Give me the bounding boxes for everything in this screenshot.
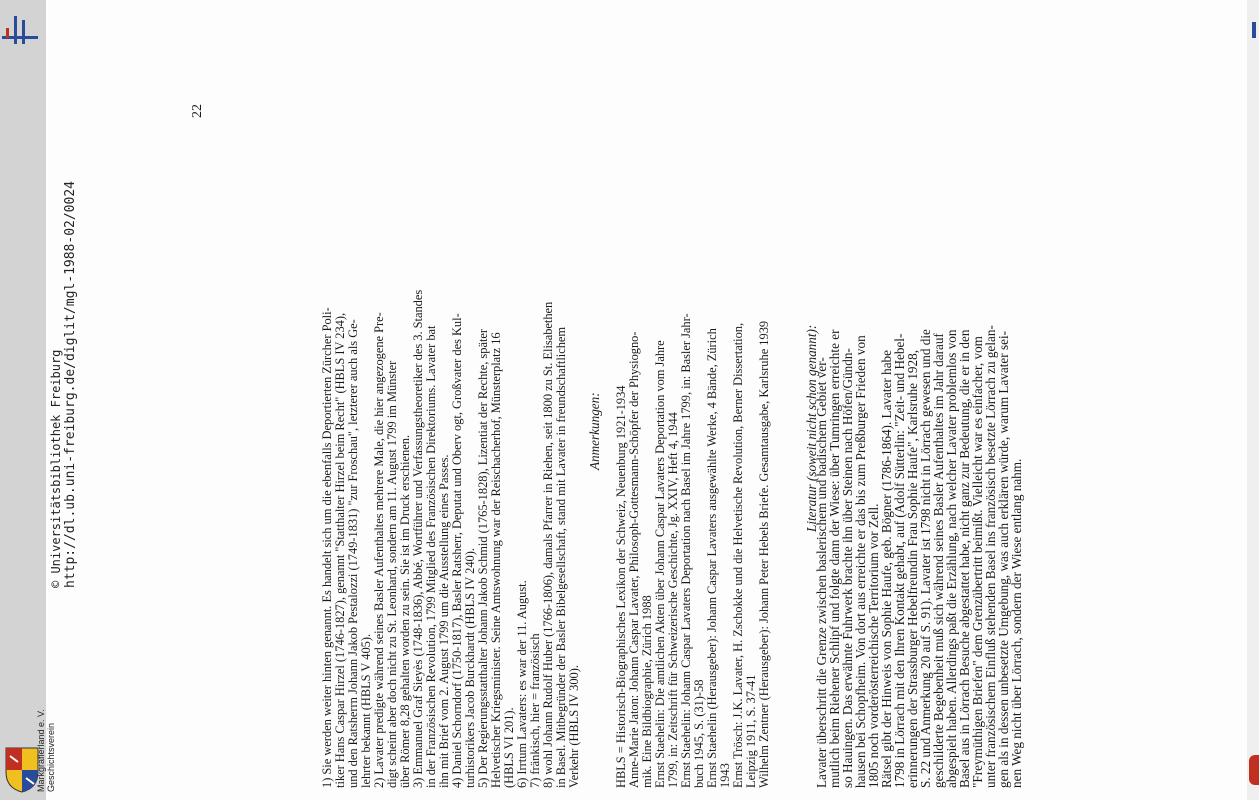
main-text-column — [815, 325, 1023, 788]
literature-heading-text: Literatur (soweit nicht schon genannt): — [804, 324, 819, 532]
publisher-label-line-2: Markgräflerland e. V. — [36, 709, 46, 792]
text-line: S. 22 und Anmerkung 20 auf S. 91). Lavater ist 1798 nicht in Lörrach gewesen und die — [918, 329, 933, 788]
scanned-page — [36, 0, 1247, 800]
note-item: und den Ratsherrn Johann Jakob Pestalozzi (1749-1831) "zur Froschau", letzterer auch als Ge- — [346, 319, 360, 788]
literature-item: Ernst Trösch: J.K. Lavater, H. Zschokke und die Helvetische Revolution, Berner Dissertation, — [731, 322, 745, 788]
note-item: 6) Irrtum Lavaters: es war der 11. August. — [515, 580, 529, 788]
text-line: nen Weg nicht über Lörrach, sondern der Wiese entlang nahm. — [1009, 458, 1024, 788]
text-line: Basel aus in Lörrach Besuche abgestattet habe, nicht ganz zur Bedeutung, die er in den — [957, 329, 972, 788]
literature-item: buch 1945, S. (31)-58 — [692, 679, 706, 788]
text-line: 1805 noch vorderösterreichische Territorium vor Zell. — [866, 503, 881, 788]
literature-item: Anne-Marie Jaton: Johann Caspar Lavater, Philosoph-Gottesmann-Schöpfer der Physiogno- — [627, 331, 641, 788]
note-item: 5) Der Regierungsstatthalter Johann Jakob Schmid (1765-1828), Lizentiat der Rechte, später — [476, 328, 490, 788]
text-line: so Hauingen. Das erwähnte Fuhrwerk brachte ihn über Steinen nach Höfen/Gündn- — [840, 348, 855, 788]
literature-item: Wilhelm Zentner (Herausgeber): Johann Peter Hebels Briefe. Gesamtausgabe, Karlsruhe 1939 — [757, 320, 771, 788]
literature-item: Ernst Staehelin: Johann Caspar Lavaters Deportation nach Basel im Jahre 1799, in: Basler Jahr- — [679, 313, 693, 788]
literature-item: Ernst Staehelin (Herausgeber): Johann Caspar Lavaters ausgewählte Werke, 4 Bände, Zürich — [705, 328, 719, 788]
text-line: Rätsel gibt der Hinweis von Sophie Haufe, geb. Bögner (1786-1864). Lavater habe — [879, 349, 894, 788]
literature-item: 1799, in: Zeitschrift für Schweizerische Geschichte, Jg. XXIV, Heft 4, 1944 — [666, 412, 680, 788]
literature-list — [615, 313, 771, 788]
notes-list — [321, 290, 581, 788]
publisher-label-2 — [36, 709, 46, 792]
text-line: 1798 in Lörrach mit den Ihren Kontakt gehabt, auf (Adolf Sütterlin: "Zeit- und Hebel- — [892, 333, 907, 788]
note-item: turhistorikers Jacob Burckhardt (HBLS IV 240). — [463, 548, 477, 788]
note-item: digt scheint aber doch nicht zu St. Leonhard, sondern am 11. August 1799 im Münster — [385, 360, 399, 788]
note-item: 7) fränkisch, hier = französisch — [528, 633, 542, 788]
text-line: hausen bei Schopfheim. Von dort aus erreichte er das bis zum Preßburger Frieden von — [853, 335, 868, 788]
library-logo-icon — [2, 10, 38, 50]
note-item: Helvetischer Kriegsminister. Seine Amtswohnung war der Reischacherhof, Münsterplatz 16 — [489, 332, 503, 788]
publisher-label-line-1: Geschichtsverein — [46, 722, 56, 792]
notes-heading — [588, 392, 601, 470]
literature-item: Leipzig 1911, S. 37-41 — [744, 674, 758, 788]
text-line: mutlich beim Riehener Schlipf und folgte dann der Wiese: über Tumringen erreichte er — [827, 329, 842, 788]
notes-heading-text: Anmerkungen: — [587, 392, 602, 470]
literature-item: Ernst Staehelin: Die amtlichen Akten über Johann Caspar Lavaters Deportation vom Jahre — [653, 340, 667, 788]
text-line: Lavater überschritt die Grenze zwischen baslerischem und badischem Gebiet ver- — [814, 357, 829, 788]
note-item: 8) wohl Johann Rudolf Huber (1766-1806), damals Pfarrer in Riehen, seit 1800 zu St. Elisabethen — [541, 301, 555, 788]
note-item: 2) Lavater predigte während seines Basler Aufenthaltes mehrere Male, die hier angezogene Pre- — [372, 312, 386, 788]
note-item: lehrter bekannt (HBLS V 405). — [359, 633, 373, 788]
literature-item: 1943 — [718, 763, 732, 788]
page-number — [191, 104, 204, 118]
society-crest-fragment-icon — [1249, 755, 1259, 785]
note-item: in Basel. Mitbegründer der Basler Bibelgesellschaft, stand mit Lavater in freundschaftlichem — [554, 326, 568, 788]
note-item: 1) Sie werden weiter hinten genannt. Es handelt sich um die ebenfalls Deportierten Zürcher Poli- — [320, 307, 334, 788]
text-line: "Freymüthigen Briefen" dem Grenzübertritt beimißt. Vielleicht war es einfacher, vom — [970, 336, 985, 788]
left-margin-strip — [0, 0, 46, 800]
publisher-label — [46, 723, 56, 792]
note-item: 3) Emmanuel Graf Sieyès (1748-1836), Abbé, Wortführer und Verfassungstheoretiker des 3. Standes — [411, 289, 425, 788]
footer-url-text[interactable]: http://dl.ub.uni-freiburg.de/diglit/mgl-1988-02/0024 — [63, 181, 78, 588]
text-line: abgespielt haben. Allerdings paßt die Erzählung, nach welcher Lavater problemlos von — [944, 329, 959, 788]
footer-url[interactable] — [63, 181, 78, 588]
text-line: unter französischem Einfluß stehenden Basel ins französisch besetzte Lörrach zu gelan- — [983, 325, 998, 788]
text-line: gen als in dessen unbesetzte Umgebung, was auch erklären würde, warum Lavater sei- — [996, 331, 1011, 788]
note-item: tiker Hans Caspar Hirzel (1746-1827), genannt "Statthalter Hirzel beim Recht" (HBLS IV 234), — [333, 312, 347, 788]
footer-copyright — [49, 350, 63, 588]
note-item: (HBLS VI 201). — [502, 707, 516, 788]
text-line: erinnerungen der Strassburger Hebelfreundin Frau Sophie Haufe", Karlsruhe 1928, — [905, 349, 920, 788]
note-item: Verkehr (HBLS IV 300). — [567, 665, 581, 788]
literature-heading — [805, 325, 818, 532]
footer-copyright-text: © Universitätsbibliothek Freiburg — [49, 349, 63, 588]
note-item: 4) Daniel Schorndorf (1750-1817), Basler Ratsherr, Deputat und Oberv ogt, Großvater des Kul- — [450, 313, 464, 788]
library-logo-fragment-icon — [1251, 20, 1257, 40]
text-line: geschilderte Begebenheit muß sich während seines Basler Aufenthaltes im Jahr darauf — [931, 333, 946, 788]
literature-item: HBLS = Historisch-Biographisches Lexikon der Schweiz, Neuenburg 1921-1934 — [614, 385, 628, 788]
note-item: in der Französischen Revolution, 1799 Mitglied des Französischen Direktoriums. Lavater bat — [424, 325, 438, 788]
page-number-text: 22 — [190, 104, 205, 118]
note-item: über Römer 8,28 gehalten worden zu sein. Sie ist im Druck erschienen. — [398, 434, 412, 788]
literature-item: mik. Eine Bildbiographie, Zürich 1988 — [640, 595, 654, 788]
note-item: ihn mit Brief vom 2. August 1799 um die Ausstellung eines Passes. — [437, 454, 451, 788]
right-margin-strip — [1247, 0, 1259, 800]
